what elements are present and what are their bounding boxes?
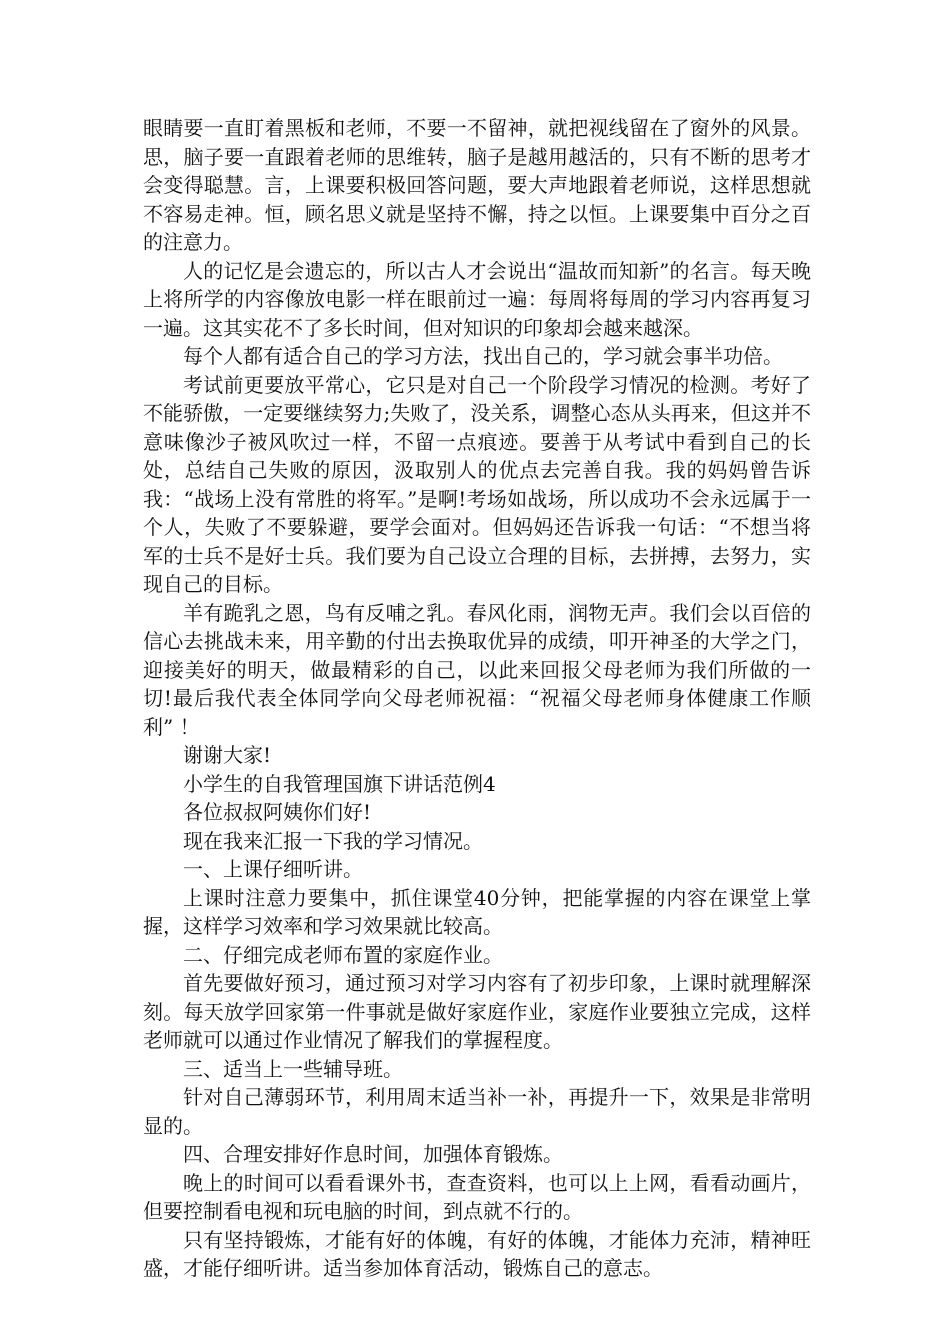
heading-1: 一、上课仔细听讲。 (183, 857, 363, 881)
paragraph-1: 眼睛要一直盯着黑板和老师，不要一不留神，就把视线留在了窗外的风景。思，脑子要一直跟着老师的思维转，脑子是越用越活的，只有不断的思考才会变得聪慧。言，上课要积极回答问题，要大声地跟着老师说，这样思想就不容易走神。恒，顾名思义就是坚持不懈，持之以恒。上课要集中百分之百的注意力。 (143, 116, 811, 254)
paragraph-6: 谢谢大家! (183, 743, 272, 767)
heading-4: 四、合理安排好作息时间，加强体育锻炼。 (183, 1142, 563, 1166)
heading-3: 三、适当上一些辅导班。 (183, 1056, 403, 1081)
paragraph-18: 只有坚持锻炼，才能有好的体魄，有好的体魄，才能体力充沛，精神旺盛，才能仔细听讲。适当参加体育活动，锻炼自己的意志。 (143, 1227, 811, 1280)
paragraph-2: 人的记忆是会遗忘的，所以古人才会说出“温故而知新”的名言。每天晚上将所学的内容像放电影一样在眼前过一遍：每周将每周的学习内容再复习一遍。这其实花不了多长时间，但对知识的印象却会越来越深。 (143, 258, 811, 340)
heading-2: 二、仔细完成老师布置的家庭作业。 (183, 942, 503, 967)
greeting: 各位叔叔阿姨你们好! (183, 800, 372, 824)
paragraph-11: 上课时注意力要集中，抓住课堂40分钟，把能掌握的内容在课堂上掌握，这样学习效率和学习效果就比较高。 (143, 885, 811, 938)
document-page (143, 114, 811, 1283)
paragraph-13: 首先要做好预习，通过预习对学习内容有了初步印象，上课时就理解深刻。每天放学回家第一件事就是做好家庭作业，家庭作业要独立完成，这样老师就可以通过作业情况了解我们的掌握程度。 (143, 971, 811, 1052)
paragraph-15: 针对自己薄弱环节，利用周末适当补一补，再提升一下，效果是非常明显的。 (143, 1085, 811, 1138)
section-title: 小学生的自我管理国旗下讲话范例4 (183, 771, 496, 796)
paragraph-9: 现在我来汇报一下我的学习情况。 (183, 828, 483, 853)
paragraph-4: 考试前更要放平常心，它只是对自己一个阶段学习情况的检测。考好了不能骄傲，一定要继续努力;失败了，没关系，调整心态从头再来，但这并不意味像沙子被风吹过一样，不留一点痕迹。要善于从考试中看到自己的长处，总结自己失败的原因，汲取别人的优点去完善自我。我的妈妈曾告诉我：“战场上没有常胜的将军。”是啊!考场如战场，所以成功不会永远属于一个人，失败了不要躲避，要学会面对。但妈妈还告诉我一句话：“不想当将军的士兵不是好士兵。我们要为自己设立合理的目标，去拼搏，去努力，实现自己的目标。 (143, 372, 811, 596)
paragraph-17: 晚上的时间可以看看课外书，查查资料，也可以上上网，看看动画片，但要控制看电视和玩电脑的时间，到点就不行的。 (143, 1170, 811, 1223)
paragraph-3: 每个人都有适合自己的学习方法，找出自己的，学习就会事半功倍。 (183, 344, 783, 368)
paragraph-5: 羊有跪乳之恩，鸟有反哺之乳。春风化雨，润物无声。我们会以百倍的信心去挑战未来，用辛勤的付出去换取优异的成绩，叩开神圣的大学之门，迎接美好的明天，做最精彩的自己，以此来回报父母老师为我们所做的一切!最后我代表全体同学向父母老师祝福：“祝福父母老师身体健康工作顺利” ！ (143, 600, 811, 739)
